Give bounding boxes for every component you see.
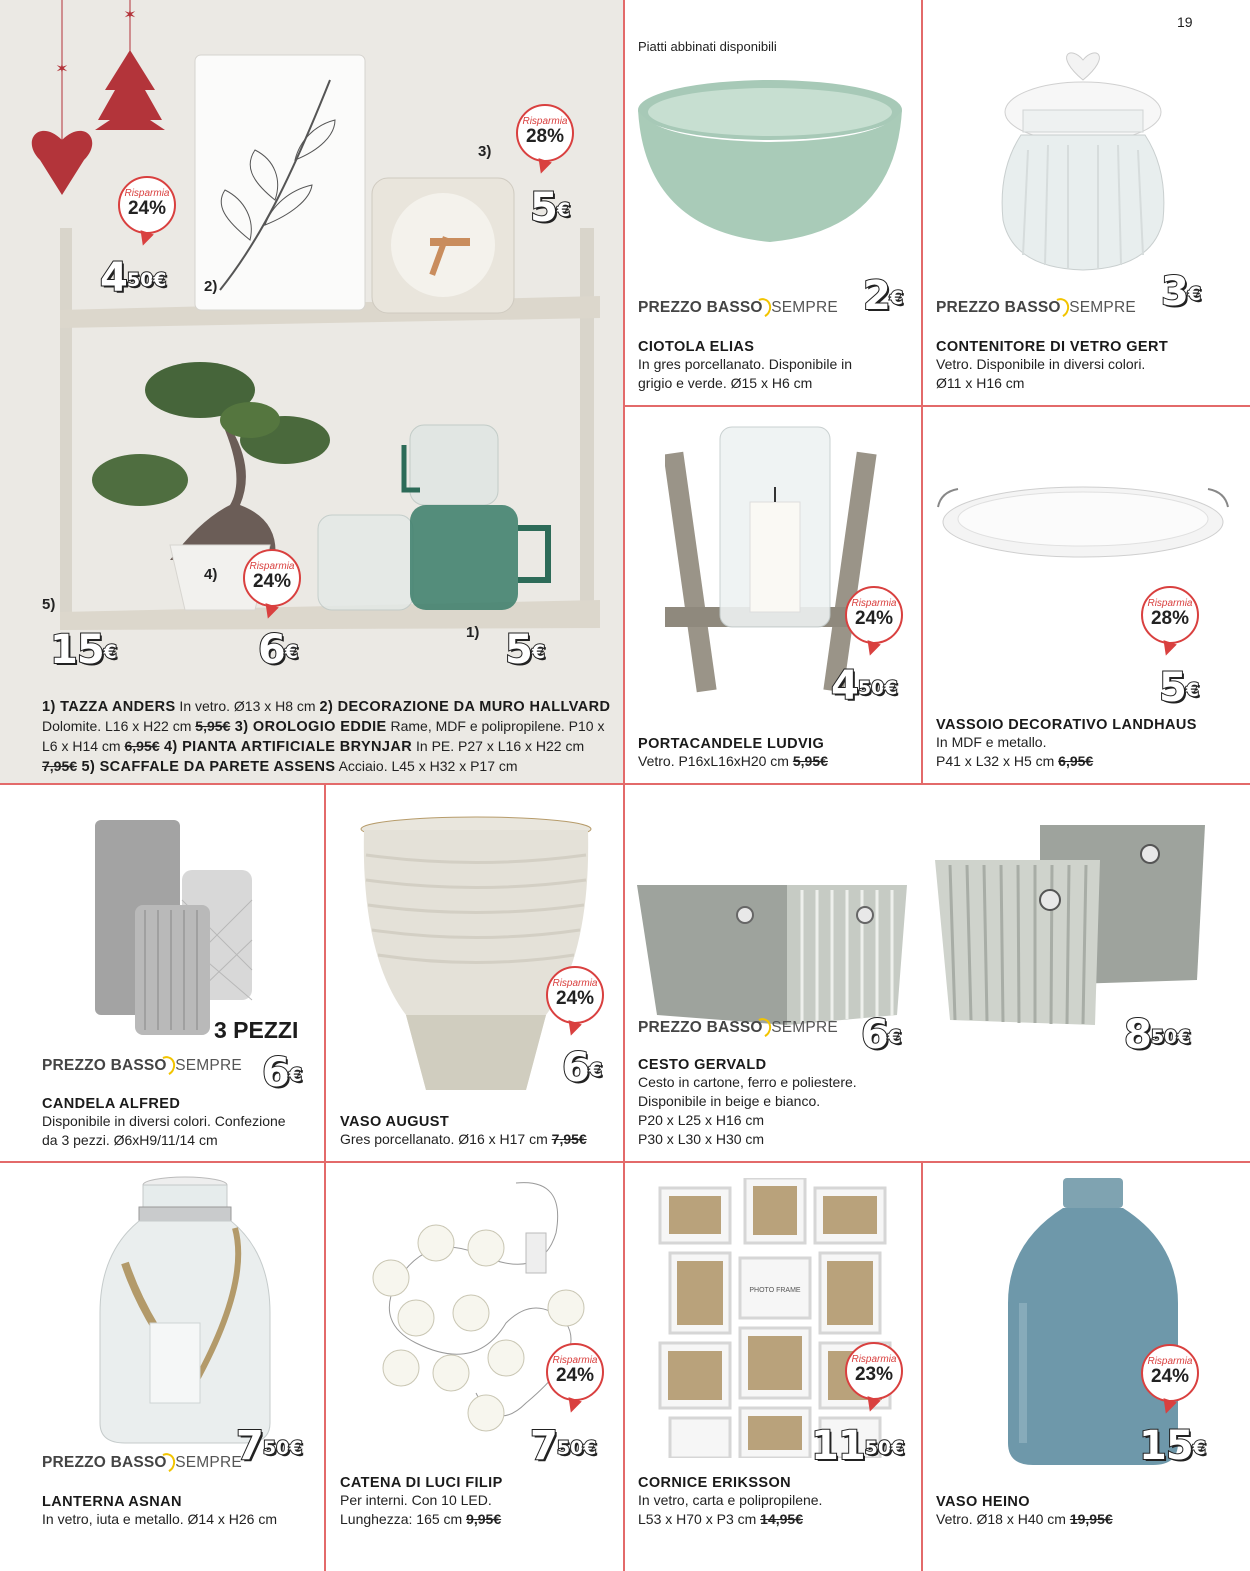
savings-label: Risparmia: [1147, 1356, 1193, 1367]
product-card-august[interactable]: [326, 785, 623, 1161]
product-title: CONTENITORE DI VETRO GERT: [936, 339, 1169, 355]
product-description: [340, 1510, 503, 1529]
product-description: In vetro, carta e polipropilene.: [638, 1492, 823, 1508]
product-description: Acciaio. L45 x H32 x P17 cm: [335, 758, 518, 774]
product-title: LANTERNA ASNAN: [42, 1494, 182, 1510]
price-currency: €: [889, 287, 904, 309]
price-tag: [100, 255, 167, 301]
price-integer: 3: [1161, 269, 1188, 315]
price-cents: 50: [556, 1437, 584, 1459]
price-tag: [863, 273, 904, 319]
savings-label: Risparmia: [1147, 598, 1193, 609]
bowl-image: [625, 70, 915, 270]
product-description: Disponibile in diversi colori. Confezione: [42, 1113, 286, 1129]
product-title: 4) PIANTA ARTIFICIALE BRYNJAR: [159, 739, 413, 755]
product-title: 5) SCAFFALE DA PARETE ASSENS: [77, 759, 336, 775]
savings-label: Risparmia: [124, 188, 170, 199]
product-description: grigio e verde. Ø15 x H6 cm: [638, 375, 813, 391]
brand-sempre: SEMPRE: [175, 1057, 242, 1075]
product-description: P30 x L30 x H30 cm: [638, 1131, 765, 1147]
price-tag: [861, 1012, 902, 1058]
price-cents: 50: [126, 269, 154, 291]
candles-image: [90, 800, 290, 1040]
price-currency: €: [884, 677, 898, 699]
pieces-label: 3 PEZZI: [214, 1017, 299, 1043]
photo-frame-image: [655, 1178, 915, 1458]
product-description: [638, 752, 828, 771]
price-currency: €: [284, 641, 299, 663]
shelf-item-number: 5): [42, 596, 56, 613]
price-tag: [1139, 1423, 1206, 1469]
product-description: Per interni. Con 10 LED.: [340, 1492, 492, 1508]
price-decimal: [1151, 1026, 1191, 1048]
price-decimal: [557, 1437, 597, 1459]
price-integer: 7: [236, 1423, 263, 1469]
brand-label: [42, 1453, 242, 1473]
brand-name: PREZZO BASSO: [638, 1019, 763, 1037]
product-description: [340, 1130, 587, 1149]
product-description: In MDF e metallo.: [936, 734, 1047, 750]
price-decimal: [865, 1437, 905, 1459]
product-card-eriksson[interactable]: [625, 1163, 921, 1571]
price-integer: 6: [562, 1045, 589, 1091]
shelf-item-number: 1): [466, 624, 480, 641]
tray-image: [933, 477, 1233, 597]
product-description: [936, 1510, 1113, 1529]
availability-note: Piatti abbinati disponibili: [638, 39, 777, 54]
price-integer: 6: [262, 1050, 289, 1096]
product-title: CATENA DI LUCI FILIP: [340, 1475, 503, 1491]
product-title: 3) OROLOGIO EDDIE: [230, 719, 387, 735]
old-price: 19,95€: [1069, 1511, 1113, 1527]
price-currency: €: [288, 1064, 303, 1086]
savings-label: Risparmia: [522, 116, 568, 127]
price-currency: €: [1192, 1437, 1206, 1459]
product-title: CESTO GERVALD: [638, 1057, 767, 1073]
savings-value: 24%: [555, 988, 595, 1009]
price-cents: 50: [262, 1437, 290, 1459]
savings-badge: [845, 1342, 903, 1400]
price-currency: €: [556, 199, 571, 221]
product-title: CIOTOLA ELIAS: [638, 339, 755, 355]
price-integer: 5: [1159, 665, 1186, 711]
product-title: 2) DECORAZIONE DA MURO HALLVARD: [319, 699, 611, 715]
brand-label: [638, 1018, 838, 1038]
price-integer: 4: [831, 663, 858, 709]
old-price: 7,95€: [42, 758, 78, 774]
old-price: 5,95€: [195, 718, 231, 734]
product-description: [638, 1510, 822, 1529]
price-currency: €: [103, 641, 117, 663]
vase-image: [356, 815, 596, 1095]
brand-sempre: SEMPRE: [1069, 299, 1136, 317]
price-integer: 2: [863, 273, 890, 319]
page-number: 19: [1177, 14, 1193, 30]
product-description-text: Vetro. P16xL16xH20 cm: [638, 753, 793, 769]
brand-label: [936, 298, 1136, 318]
savings-label: Risparmia: [851, 598, 897, 609]
product-card-ludvig[interactable]: [625, 407, 921, 783]
price-integer: 5: [530, 185, 557, 231]
brand-sempre: SEMPRE: [771, 299, 838, 317]
frame-label: PHOTO FRAME: [749, 1287, 801, 1294]
product-card-alfred[interactable]: [0, 785, 324, 1161]
price-tag: [262, 1050, 303, 1096]
price-integer: 6: [861, 1012, 888, 1058]
product-title: VASO HEINO: [936, 1494, 1030, 1510]
price-tag: [811, 1423, 905, 1469]
price-tag: [562, 1045, 603, 1091]
product-description: da 3 pezzi. Ø6xH9/11/14 cm: [42, 1132, 218, 1148]
product-description: In PE. P27 x L16 x H22 cm: [412, 738, 585, 754]
shelf-item-number: 3): [478, 143, 492, 160]
savings-value: 24%: [555, 1365, 595, 1386]
price-integer: 15: [1139, 1423, 1193, 1469]
shelf-item-number: 2): [204, 278, 218, 295]
old-price: 6,95€: [1058, 753, 1094, 769]
price-tag: [1124, 1012, 1191, 1058]
price-integer: 5: [505, 627, 532, 673]
brand-label: [42, 1056, 242, 1076]
price-currency: €: [1177, 1026, 1191, 1048]
savings-label: Risparmia: [249, 561, 295, 572]
old-price: 6,95€: [124, 738, 160, 754]
price-integer: 6: [258, 627, 285, 673]
savings-value: 23%: [854, 1364, 894, 1385]
product-description: Vetro. Disponibile in diversi colori.: [936, 356, 1146, 372]
savings-badge: [845, 586, 903, 644]
savings-label: Risparmia: [552, 978, 598, 989]
product-description-text: Gres porcellanato. Ø16 x H17 cm: [340, 1131, 552, 1147]
product-description: Disponibile in beige e bianco.: [638, 1093, 821, 1109]
price-currency: €: [153, 269, 167, 291]
basket-large-image: [935, 820, 1225, 1030]
brand-label: [638, 298, 838, 318]
price-integer: 11: [811, 1423, 865, 1469]
savings-value: 24%: [854, 608, 894, 629]
price-tag: [530, 1423, 597, 1469]
old-price: 14,95€: [760, 1511, 803, 1527]
savings-label: Risparmia: [552, 1355, 598, 1366]
svg-text:✶: ✶: [55, 61, 69, 78]
price-tag: [831, 663, 898, 709]
product-card-landhaus[interactable]: [923, 407, 1250, 783]
product-title: PORTACANDELE LUDVIG: [638, 736, 825, 752]
price-currency: €: [1187, 283, 1202, 305]
product-card-asnan[interactable]: [0, 1163, 324, 1571]
savings-value: 24%: [127, 198, 167, 219]
savings-badge: [118, 176, 176, 234]
jar-image: [983, 40, 1183, 280]
product-description: In gres porcellanato. Disponibile in: [638, 356, 853, 372]
old-price: 5,95€: [792, 753, 828, 769]
product-description-text: P41 x L32 x H5 cm: [936, 753, 1059, 769]
price-integer: 7: [530, 1423, 557, 1469]
product-title: 1) TAZZA ANDERS: [42, 699, 176, 715]
product-description: Rame, MDF e polipropilene. P10 x L6 x H14 cm: [42, 718, 605, 754]
savings-value: 24%: [252, 571, 292, 592]
price-tag: [258, 627, 299, 673]
product-title: VASSOIO DECORATIVO LANDHAUS: [936, 717, 1197, 733]
product-card-gert[interactable]: [923, 0, 1250, 405]
old-price: 7,95€: [551, 1131, 587, 1147]
price-currency: €: [583, 1437, 597, 1459]
savings-badge: [1141, 586, 1199, 644]
price-decimal: [858, 677, 898, 699]
savings-badge: [516, 104, 574, 162]
product-description: In vetro, iuta e metallo. Ø14 x H26 cm: [42, 1511, 277, 1527]
product-description-text: Vetro. Ø18 x H40 cm: [936, 1511, 1070, 1527]
shelf-item-number: 4): [204, 566, 218, 583]
price-integer: 15: [50, 627, 104, 673]
price-tag: [505, 627, 546, 673]
price-currency: €: [1185, 679, 1200, 701]
price-currency: €: [891, 1437, 905, 1459]
brand-name: PREZZO BASSO: [936, 299, 1061, 317]
product-title: CORNICE ERIKSSON: [638, 1475, 792, 1491]
product-description: [936, 752, 1197, 771]
product-title: VASO AUGUST: [340, 1114, 450, 1130]
price-integer: 4: [100, 255, 127, 301]
price-cents: 50: [857, 677, 885, 699]
product-card-heino[interactable]: [923, 1163, 1250, 1571]
product-description-text: Lunghezza: 165 cm: [340, 1511, 467, 1527]
product-title: CANDELA ALFRED: [42, 1096, 181, 1112]
savings-badge: [1141, 1344, 1199, 1402]
brand-name: PREZZO BASSO: [42, 1057, 167, 1075]
price-tag: [530, 185, 571, 231]
product-description-text: L53 x H70 x P3 cm: [638, 1511, 761, 1527]
svg-text:✶: ✶: [123, 7, 137, 24]
price-tag: [50, 627, 117, 673]
product-card-gervald[interactable]: [625, 785, 1250, 1161]
price-tag: [236, 1423, 303, 1469]
product-description: Cesto in cartone, ferro e poliestere.: [638, 1074, 857, 1090]
savings-badge: [243, 549, 301, 607]
old-price: 9,95€: [466, 1511, 502, 1527]
savings-badge: [546, 966, 604, 1024]
product-description: Ø11 x H16 cm: [936, 375, 1025, 391]
savings-label: Risparmia: [851, 1354, 897, 1365]
price-tag: [1159, 665, 1200, 711]
product-description: In vetro. Ø13 x H8 cm: [175, 698, 320, 714]
price-cents: 50: [1150, 1026, 1178, 1048]
savings-value: 24%: [1150, 1366, 1190, 1387]
product-description: Dolomite. L16 x H22 cm: [42, 718, 196, 734]
price-integer: 8: [1124, 1012, 1151, 1058]
brand-sempre: SEMPRE: [175, 1454, 242, 1472]
savings-value: 28%: [1150, 608, 1190, 629]
price-currency: €: [887, 1026, 902, 1048]
price-currency: €: [588, 1059, 603, 1081]
shelf-scene: [0, 0, 623, 783]
product-card-elias[interactable]: [625, 0, 921, 405]
price-decimal: [127, 269, 167, 291]
lantern-image: [85, 1173, 285, 1453]
brand-name: PREZZO BASSO: [638, 299, 763, 317]
basket-small-image: [637, 875, 917, 1035]
savings-badge: [546, 1343, 604, 1401]
price-decimal: [263, 1437, 303, 1459]
shelf-caption: [42, 697, 612, 777]
shelf-illustration: [0, 0, 623, 690]
price-tag: [1161, 269, 1202, 315]
product-description: P20 x L25 x H16 cm: [638, 1112, 765, 1128]
brand-sempre: SEMPRE: [771, 1019, 838, 1037]
price-cents: 50: [864, 1437, 892, 1459]
price-currency: €: [289, 1437, 303, 1459]
savings-value: 28%: [525, 126, 565, 147]
product-card-filip[interactable]: [326, 1163, 623, 1571]
price-currency: €: [531, 641, 546, 663]
brand-name: PREZZO BASSO: [42, 1454, 167, 1472]
